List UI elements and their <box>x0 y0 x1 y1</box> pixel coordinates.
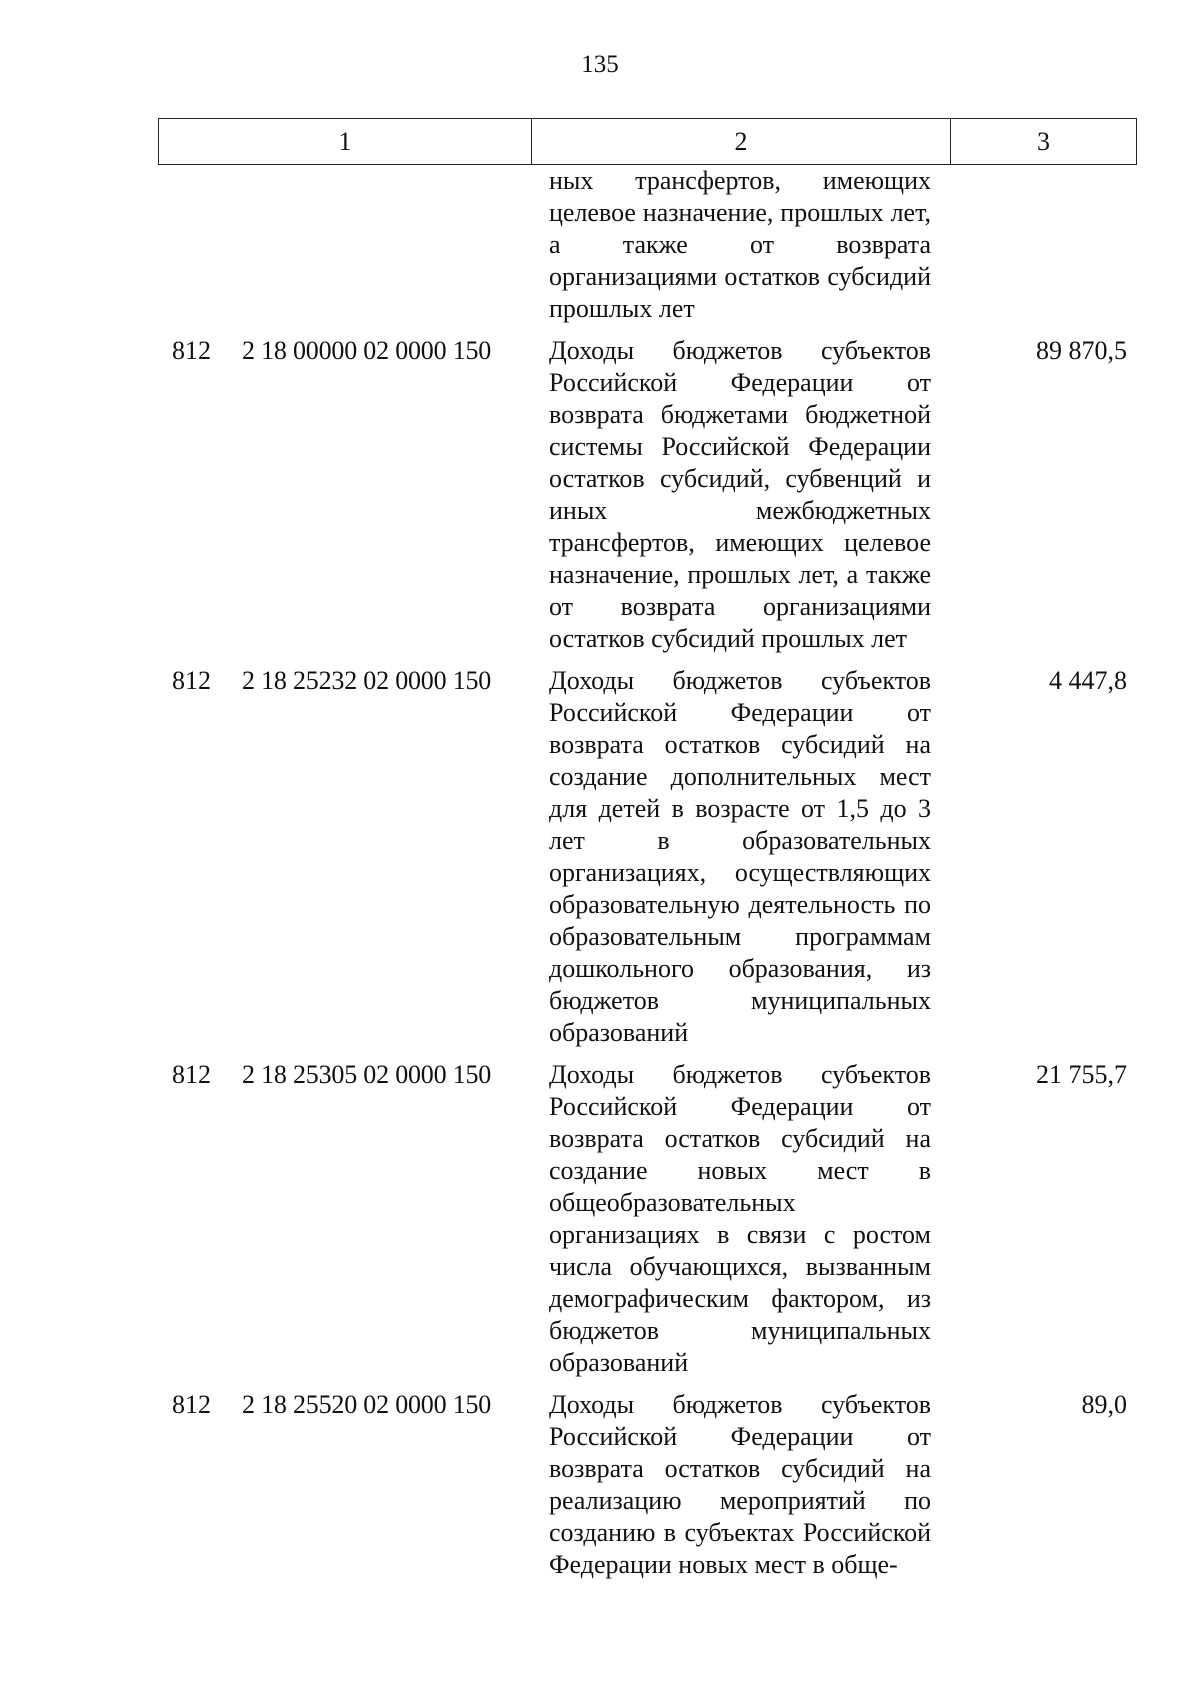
code-cell <box>158 1389 531 1421</box>
description-cell <box>531 665 950 1049</box>
table-body <box>158 165 1137 1581</box>
table-header <box>158 118 1137 165</box>
income-description: ных трансфертов, имеющих целевое назначение, прошлых лет, а также от возврата организациями остатков субсидий прошлых лет <box>549 166 931 323</box>
amount-cell: 21 755,7 <box>1036 1060 1127 1089</box>
admin-code: 812 <box>172 666 211 695</box>
budget-classification-code: 2 18 25305 02 0000 150 <box>242 1060 492 1089</box>
code-cell <box>158 335 531 367</box>
income-description: Доходы бюджетов субъектов Российской Федерации от возврата остатков субсидий на реализацию мероприятий по созданию в субъектах Российской Федерации новых мест в обще- <box>549 1390 931 1579</box>
table-row <box>158 335 1137 655</box>
admin-code: 812 <box>172 1060 211 1089</box>
admin-code: 812 <box>172 1390 211 1419</box>
description-cell <box>531 1059 950 1379</box>
table-row <box>158 165 1137 325</box>
amount-cell: 89,0 <box>1081 1390 1127 1419</box>
amount-cell: 89 870,5 <box>1036 336 1127 365</box>
table-row <box>158 665 1137 1049</box>
description-cell <box>531 165 950 325</box>
code-cell <box>158 1059 531 1091</box>
description-cell <box>531 335 950 655</box>
column-header-1: 1 <box>159 119 532 164</box>
column-header-3: 3 <box>1037 126 1050 156</box>
column-header-2: 2 <box>532 119 951 164</box>
income-description: Доходы бюджетов субъектов Российской Федерации от возврата остатков субсидий на создание новых мест в общеобразовательных организациях в связи с ростом числа обучающихся, вызванным демографическим фактором, из бюджетов муниципальных образований <box>549 1060 931 1377</box>
budget-classification-code: 2 18 25520 02 0000 150 <box>242 1390 492 1419</box>
admin-code: 812 <box>172 336 211 365</box>
code-cell <box>158 665 531 697</box>
income-description: Доходы бюджетов субъектов Российской Федерации от возврата остатков субсидий на создание дополнительных мест для детей в возрасте от 1,5 до 3 лет в образовательных организациях, осуществляющих образовательную деятельность по образовательным программам дошкольного образования, из бюджетов муниципальных образований <box>549 666 931 1047</box>
page-number: 135 <box>581 51 619 78</box>
amount-cell: 4 447,8 <box>1049 666 1127 695</box>
table-row <box>158 1389 1137 1581</box>
table-row <box>158 1059 1137 1379</box>
description-cell <box>531 1389 950 1581</box>
budget-classification-code: 2 18 00000 02 0000 150 <box>242 336 492 365</box>
income-description: Доходы бюджетов субъектов Российской Федерации от возврата бюджетами бюджетной системы Российской Федерации остатков субсидий, субвенций и иных межбюджетных трансфертов, имеющих целевое назначение, прошлых лет, а также от возврата организациями остатков субсидий прошлых лет <box>549 336 931 653</box>
budget-classification-code: 2 18 25232 02 0000 150 <box>242 666 492 695</box>
